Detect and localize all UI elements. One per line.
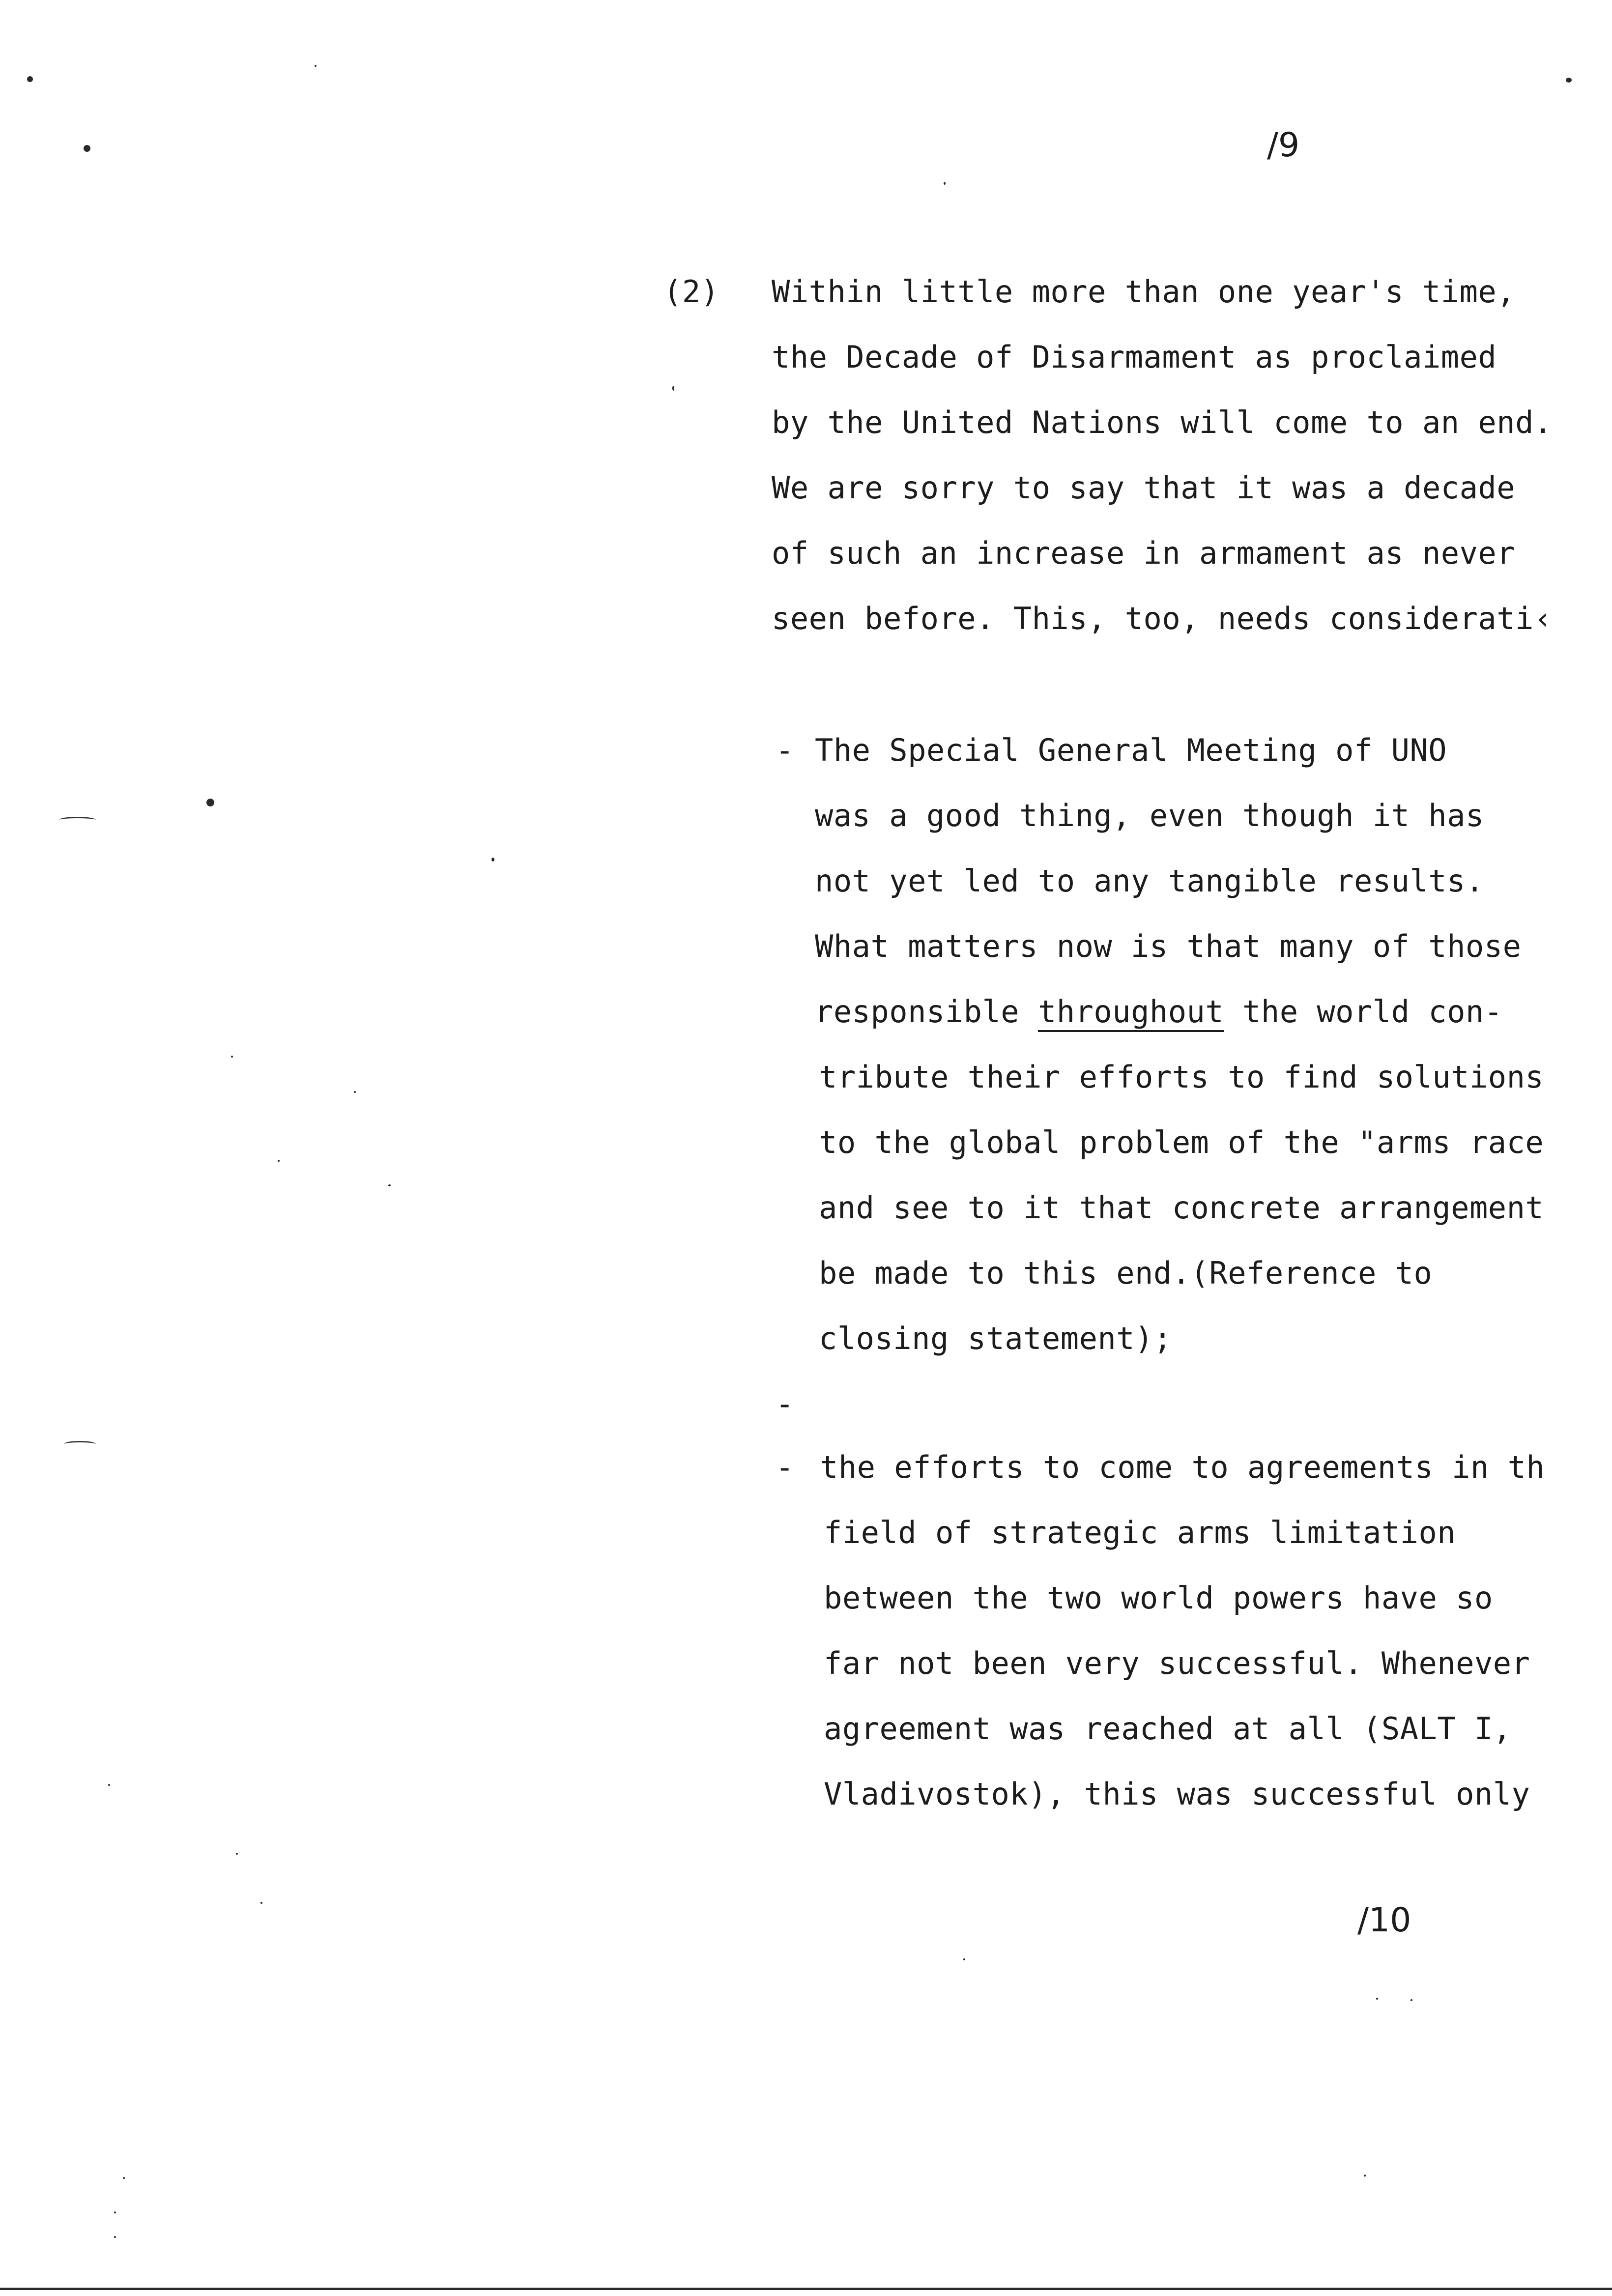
scan-speck — [236, 1853, 238, 1855]
bullet-line: was a good thing, even though it has — [815, 798, 1484, 833]
scan-speck — [354, 1091, 356, 1093]
line-text: the world con- — [1242, 994, 1503, 1030]
scan-speck — [260, 1902, 262, 1904]
bullet-dash: - — [776, 732, 794, 768]
paragraph-line: Within little more than one year's time, — [772, 274, 1516, 310]
bullet-line: field of strategic arms limitation — [824, 1515, 1456, 1550]
scan-speck — [1566, 78, 1572, 83]
paragraph-line: the Decade of Disarmament as proclaimed — [772, 339, 1497, 375]
scan-speck — [944, 182, 946, 185]
scan-speck — [27, 76, 33, 82]
bottom-rule — [0, 2288, 1612, 2290]
scan-speck — [1410, 1999, 1412, 2001]
scan-speck — [672, 386, 674, 391]
scan-speck — [114, 2236, 116, 2238]
bullet-dash: - — [776, 1449, 794, 1485]
scan-speck — [206, 799, 214, 806]
bullet-line: What matters now is that many of those — [815, 928, 1522, 964]
underlined-word: throughout — [1037, 994, 1224, 1030]
scan-speck — [231, 1056, 233, 1058]
bullet-line: Vladivostok), this was successful only — [824, 1776, 1530, 1812]
scan-speck — [114, 2211, 116, 2213]
scan-mark — [64, 1441, 96, 1447]
paragraph-line: We are sorry to say that it was a decade — [772, 470, 1516, 506]
scan-speck — [123, 2177, 125, 2179]
scan-speck — [315, 65, 317, 67]
scan-speck — [1376, 1998, 1378, 2000]
stray-dash: - — [776, 1386, 794, 1422]
section-number: (2) — [663, 274, 720, 310]
bullet-line: The Special General Meeting of UNO — [815, 732, 1447, 768]
bullet-line: far not been very successful. Whenever — [824, 1645, 1530, 1681]
bullet-line: tribute their efforts to find solutions — [819, 1059, 1544, 1095]
page-marker-bottom: /10 — [1357, 1901, 1411, 1940]
paragraph-line: by the United Nations will come to an end. — [772, 404, 1553, 440]
paragraph-line: of such an increase in armament as never — [772, 535, 1516, 571]
scan-speck — [388, 1184, 391, 1186]
bullet-line: closing statement); — [819, 1320, 1172, 1356]
scan-speck — [963, 1958, 965, 1960]
scan-speck — [108, 1784, 110, 1786]
line-text: responsible — [815, 994, 1020, 1030]
scan-speck — [84, 145, 90, 152]
bullet-line: between the two world powers have so — [824, 1580, 1493, 1616]
bullet-line: the efforts to come to agreements in th — [820, 1449, 1545, 1485]
bullet-line: not yet led to any tangible results. — [815, 863, 1484, 899]
scan-mark — [59, 817, 96, 823]
bullet-line-with-underline — [815, 994, 1503, 1030]
bullet-line: to the global problem of the "arms race — [819, 1124, 1544, 1160]
paragraph-line: seen before. This, too, needs considerati‹ — [772, 601, 1553, 636]
bullet-line: and see to it that concrete arrangement — [819, 1190, 1544, 1226]
scan-speck — [1364, 2175, 1366, 2177]
page-marker-top: /9 — [1267, 126, 1300, 165]
bullet-line: agreement was reached at all (SALT I, — [824, 1711, 1512, 1747]
scan-speck — [278, 1160, 280, 1162]
bullet-line: be made to this end.(Reference to — [819, 1255, 1433, 1291]
scan-speck — [491, 858, 494, 861]
